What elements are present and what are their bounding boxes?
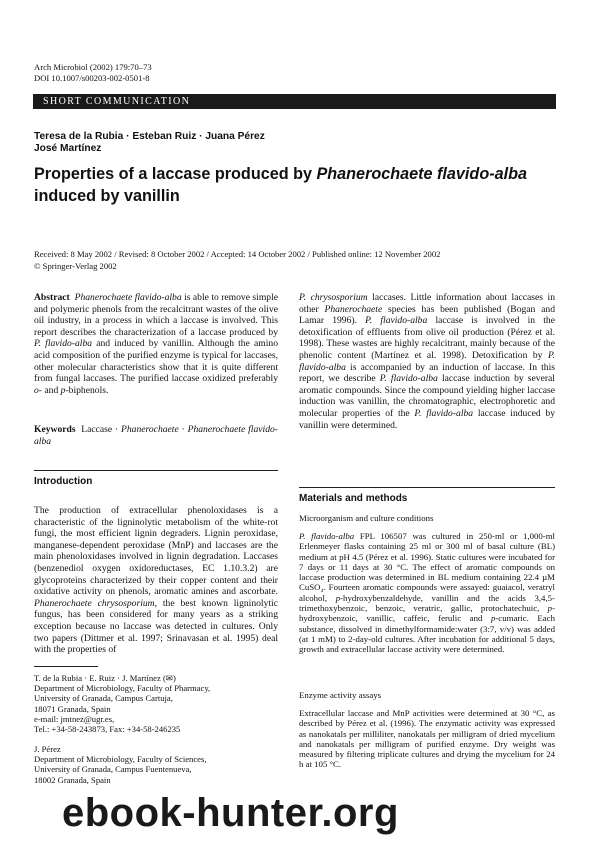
keywords-label: Keywords — [34, 424, 76, 435]
affiliation-block-1: T. de la Rubia · E. Ruiz · J. Martínez (✉) Department of Microbiology, Faculty of Pharmacy, University of Granada, Campus Cartuja, 18071 Granada, Spain e-mail: jmtnez@ugr.es, Tel.: +34-58-243873, Fax: +34-58-246235 — [34, 673, 274, 734]
journal-doi: DOI 10.1007/s00203-002-0501-8 — [34, 73, 150, 83]
journal-header — [34, 62, 434, 84]
author-line-2: José Martínez — [34, 143, 102, 154]
methods-enzyme-text: Extracellular laccase and MnP activities were determined at 30 °C, as described by Pérez et al. (1996). The enzymatic activity was expressed as nanokatals per milliliter, nanokatals per milligram of dried mycelium and nanokatals per milligram of purified enzyme. Dry weight was measured by filtering triplicate cultures and drying the mycelium for 24 h at 105 °C. — [299, 708, 555, 770]
abstract-label: Abstract — [34, 292, 70, 303]
author-list — [34, 131, 534, 155]
watermark-text: ebook-hunter.org — [62, 791, 399, 835]
subheading-enzyme-assays: Enzyme activity assays — [299, 690, 382, 700]
methods-culture-text: P. flavido-alba FPL 106507 was cultured in 250-ml or 1,000-ml Erlenmeyer flasks containing 25 ml or 300 ml of basal culture (BL) medium at pH 4.5 (Pérez et al. 1996). Static cultures were incubated for 7 days or 11 days at 30 °C. The effect of aromatic compounds on laccase production was determined in BL medium containing 22.4 µM CuSO₄. Fourteen aromatic compounds were assayed: guaiacol, veratryl alcohol, p-hydroxybenzaldehyde, vanillin and the acids 3,4,5-trimethoxybenzoic, benzoic, veratric, gallic, protochatechuic, p-hydroxybenzoic, vanillic, caffeic, ferulic and p-cumaric. Each substance, dissolved in dimethylformamide:water (3:7, v/v) was added (at 1 mM) to 2-day-old cultures. After incubation for additional 5 days, growth and extracellular laccase activity were determined. — [299, 531, 555, 655]
section-heading-introduction: Introduction — [34, 476, 93, 487]
section-heading-methods: Materials and methods — [299, 493, 408, 504]
article-type-banner: SHORT COMMUNICATION — [33, 94, 556, 109]
section-rule-intro — [34, 470, 278, 471]
title-part-1: Properties of a laccase produced by — [34, 165, 317, 183]
author-line-1: Teresa de la Rubia · Esteban Ruiz · Juana Pérez — [34, 131, 265, 142]
section-rule-methods — [299, 487, 555, 488]
publication-dates — [34, 248, 564, 272]
date-history: Received: 8 May 2002 / Revised: 8 October 2002 / Accepted: 14 October 2002 / Published online: 12 November 2002 — [34, 249, 441, 259]
title-part-3: induced by vanillin — [34, 187, 180, 205]
footnote-rule — [34, 666, 98, 667]
copyright-notice: © Springer-Verlag 2002 — [34, 261, 117, 271]
introduction-right-column: P. chrysosporium laccases. Little information about laccases in other Phanerochaete species has been published (Bogan and Lamar 1996). P. flavido-alba laccase is involved in the detoxification of effluents from olive oil production (Pérez et al. 1998). These wastes are highly recalcitrant, mainly because of the phenolic content (Martínez et al. 1998). Detoxification by P. flavido-alba is accompanied by an induction of laccase. In this report, we describe P. flavido-alba laccase induction by several aromatic compounds. Since the compound yielding higher laccase induction was vanillin, the chromatographic, electrophoretic and molecular properties of the P. flavido-alba laccase induced by vanillin were determined. — [299, 292, 555, 431]
author-email: e-mail: jmtnez@ugr.es, — [34, 713, 115, 724]
keywords-paragraph: Keywords Laccase · Phanerochaete · Phanerochaete flavido-alba — [34, 424, 278, 447]
affiliation-block-2: J. Pérez Department of Microbiology, Faculty of Sciences, University of Granada, Campus Fuentenueva, 18002 Granada, Spain — [34, 744, 207, 785]
journal-citation: Arch Microbiol (2002) 179:70–73 — [34, 62, 152, 72]
paper-title — [34, 163, 534, 207]
subheading-culture: Microorganism and culture conditions — [299, 513, 434, 523]
introduction-text: The production of extracellular phenoloxidases is a characteristic of the ligninolytic metabolism of the white-rot fungi, the most efficient lignin degraders. Lignin peroxidase, manganese-dependent peroxidase (MnP) and laccases are the main phenoloxidases involved in lignin degradation. Laccases (benzenediol oxygen oxidoreductases, EC 1.10.3.2) are glycoproteins characterized by their copper content and their oxidative activity on phenols, aromatic amines and ascorbate. Phanerochaete chrysosporium, the best known ligninolytic fungus, has been considered for many years as a striking exception because no laccase was detected in cultures. Only two papers (Dittmer et al. 1997; Srinavasan et al. 1995) deal with the properties of — [34, 505, 278, 656]
title-species: Phanerochaete flavido-alba — [316, 165, 527, 183]
abstract-paragraph: Abstract Phanerochaete flavido-alba is able to remove simple and polymeric phenols from the recalcitrant wastes of the olive oil industry, in a process in which a laccase is involved. This report describes the characterization of a laccase produced by P. flavido-alba and induced by vanillin. Although the amino acid composition of the purified enzyme is typical for laccases, other molecular characteristics show that it is quite different from fungal laccases. The purified laccase oxidized preferably o- and p-biphenols. — [34, 292, 279, 396]
